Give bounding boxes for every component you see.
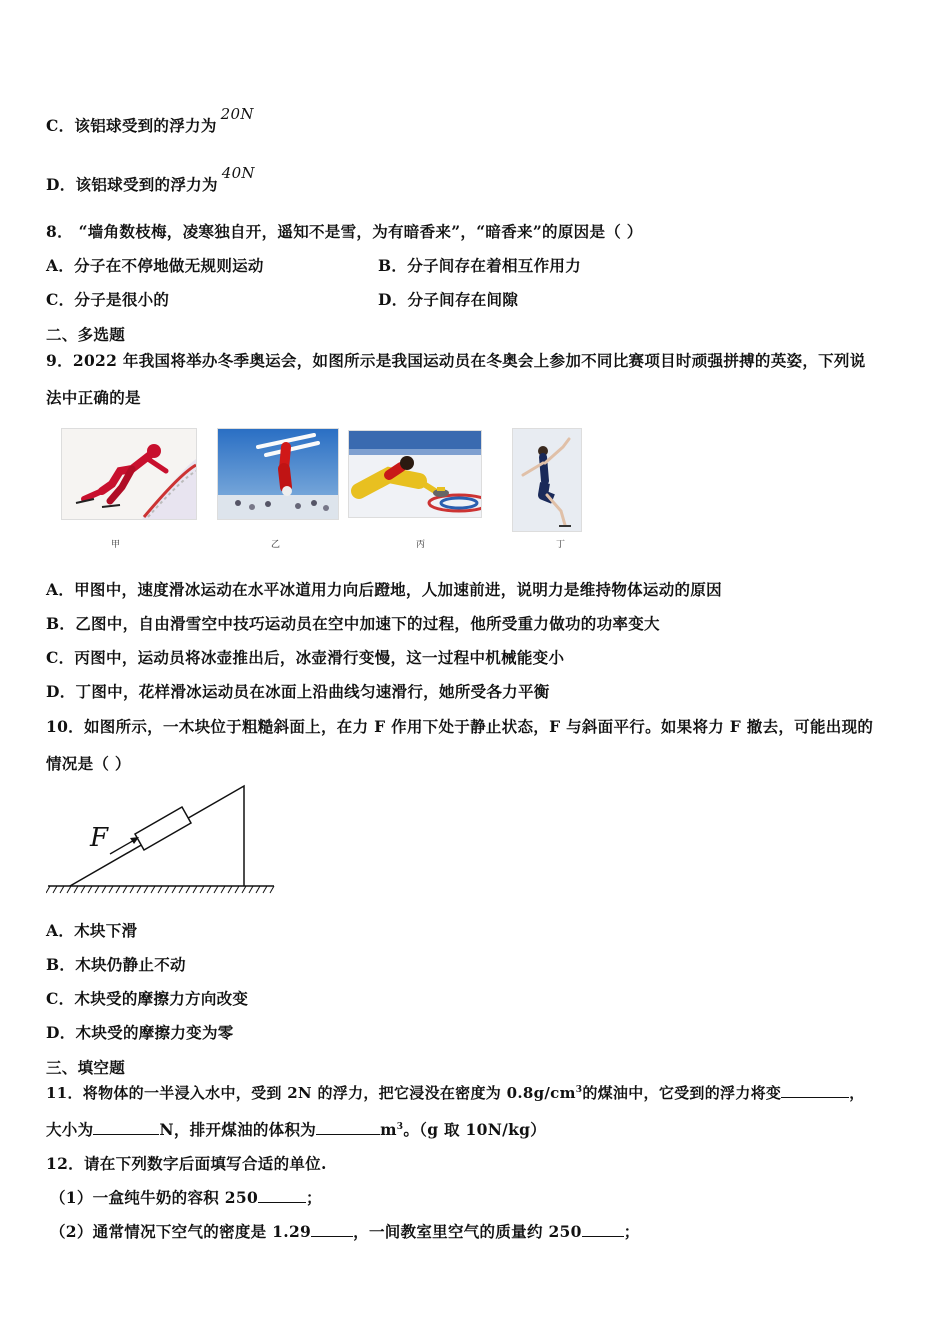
q11-part3: ， xyxy=(849,1084,865,1102)
q11-part1: 11．将物体的一半浸入水中，受到 2N 的浮力，把它浸没在密度为 0.8g/cm xyxy=(46,1084,576,1102)
q11-blank-3[interactable] xyxy=(316,1120,380,1135)
q8-option-b: B．分子间存在着相互作用力 xyxy=(378,256,582,275)
q12-sub2 xyxy=(50,1220,640,1242)
photo-figure-skating xyxy=(512,428,582,532)
q12-sub2-mid: ，一间教室里空气的质量约 250 xyxy=(353,1222,582,1241)
q7-option-c-text: C．该铝球受到的浮力为 xyxy=(46,116,217,135)
q11-line2b: N，排开煤油的体积为 xyxy=(159,1120,317,1139)
q11-part2: 的煤油中，它受到的浮力将变 xyxy=(582,1084,782,1102)
q12-stem: 12．请在下列数字后面填写合适的单位. xyxy=(46,1154,327,1173)
q8-stem: 8． “墙角数枝梅，凌寒独自开，遥知不是雪，为有暗香来”，“暗香来”的原因是（ ） xyxy=(46,222,643,241)
caption-yi: 乙 xyxy=(271,540,281,550)
q7-option-d-value: 40N xyxy=(221,164,255,182)
q11-sup: 3 xyxy=(575,1085,583,1095)
q8-option-d: D．分子间存在间隙 xyxy=(378,290,519,309)
q9-option-a: A．甲图中，速度滑冰运动在水平冰道用力向后蹬地，人加速前进，说明力是维持物体运动的原因 xyxy=(46,580,722,599)
q11-blank-2[interactable] xyxy=(93,1120,159,1135)
q12-blank-1[interactable] xyxy=(258,1188,306,1203)
q9-stem-line2: 法中正确的是 xyxy=(46,388,141,407)
photo-curling xyxy=(348,430,482,518)
q9-option-b: B．乙图中，自由滑雪空中技巧运动员在空中加速下的过程，他所受重力做功的功率变大 xyxy=(46,614,660,633)
q10-stem-line2: 情况是（ ） xyxy=(46,754,131,773)
q11-line2d: 。（g 取 10N/kg） xyxy=(403,1120,547,1139)
q9-stem-line1: 9．2022 年我国将举办冬季奥运会，如图所示是我国运动员在冬奥会上参加不同比赛项目时顽强拼搏的英姿，下列说 xyxy=(46,351,866,370)
q7-option-d xyxy=(46,164,255,195)
q11-line2 xyxy=(46,1118,546,1140)
q10-option-d: D．木块受的摩擦力变为零 xyxy=(46,1023,234,1042)
q12-sub1-end: ； xyxy=(306,1188,322,1207)
q12-sub2-text: （2）通常情况下空气的密度是 1.29 xyxy=(50,1222,312,1241)
q7-option-d-text: D．该铝球受到的浮力为 xyxy=(46,175,218,194)
section-fill-in: 三、填空题 xyxy=(46,1058,126,1077)
section-multiple-choice: 二、多选题 xyxy=(46,325,126,344)
q9-option-d: D．丁图中，花样滑冰运动员在冰面上沿曲线匀速滑行，她所受各力平衡 xyxy=(46,682,550,701)
q11-line2-sup: 3 xyxy=(396,1121,404,1132)
q9-option-c: C．丙图中，运动员将冰壶推出后，冰壶滑行变慢，这一过程中机械能变小 xyxy=(46,648,565,667)
q10-stem-line1: 10．如图所示，一木块位于粗糙斜面上，在力 F 作用下处于静止状态，F 与斜面平行。如果将力 F 撤去，可能出现的 xyxy=(46,717,874,736)
q12-sub2-end: ； xyxy=(623,1222,640,1241)
q10-option-a: A．木块下滑 xyxy=(46,921,138,940)
q10-option-c: C．木块受的摩擦力方向改变 xyxy=(46,989,249,1008)
force-label-f: F xyxy=(90,823,109,853)
incline-diagram-svg xyxy=(46,782,278,898)
incline-diagram xyxy=(46,782,278,898)
q11-blank-1[interactable] xyxy=(781,1083,849,1098)
photo-aerial-skiing xyxy=(217,428,339,520)
caption-ding: 丁 xyxy=(556,540,566,550)
q11-line2c: m xyxy=(380,1120,397,1139)
q7-option-c-value: 20N xyxy=(220,105,254,123)
q12-sub1-text: （1）一盒纯牛奶的容积 250 xyxy=(50,1188,259,1207)
q11-line2a: 大小为 xyxy=(46,1120,94,1139)
q8-option-c: C．分子是很小的 xyxy=(46,290,170,309)
caption-jia: 甲 xyxy=(111,540,121,550)
q8-option-a: A．分子在不停地做无规则运动 xyxy=(46,256,264,275)
q12-sub1 xyxy=(50,1186,322,1208)
q12-blank-2[interactable] xyxy=(311,1222,353,1237)
q11-line1 xyxy=(46,1082,865,1103)
q7-option-c xyxy=(46,105,254,136)
caption-bing: 丙 xyxy=(416,540,426,550)
q10-option-b: B．木块仍静止不动 xyxy=(46,955,186,974)
photo-speed-skating xyxy=(61,428,197,520)
q12-blank-3[interactable] xyxy=(582,1222,624,1237)
